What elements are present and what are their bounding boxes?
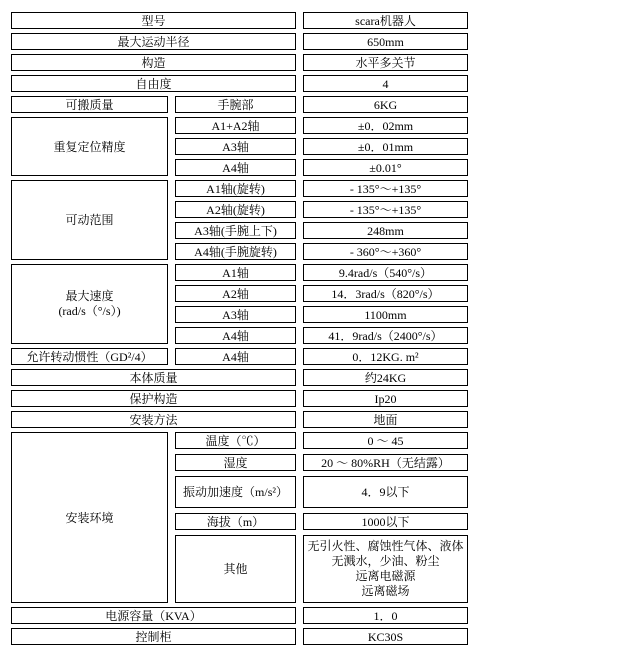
table-row (175, 264, 468, 281)
spec-table (11, 12, 629, 645)
structure-value: 水平多关节 (303, 54, 468, 71)
max-speed-label (11, 264, 168, 344)
table-row (175, 327, 468, 344)
band-motion-range (11, 180, 629, 260)
band-body-weight (11, 369, 629, 386)
model-value: scara机器人 (303, 12, 468, 29)
table-row (175, 138, 468, 155)
table-row (175, 243, 468, 260)
axis-value: ±0．02mm (303, 117, 468, 134)
band-power-capacity (11, 607, 629, 624)
axis-value: - 135°〜+135° (303, 201, 468, 218)
env-altitude-label: 海拔（m） (175, 513, 296, 530)
env-temperature-value: 0 〜 45 (303, 432, 468, 449)
power-capacity-label: 电源容量（KVA） (11, 607, 296, 624)
max-speed-label-line1: 最大速度 (65, 289, 114, 303)
axis-label: A4轴 (175, 159, 296, 176)
max-radius-label: 最大运动半径 (11, 33, 296, 50)
band-model (11, 12, 629, 29)
controller-label: 控制柜 (11, 628, 296, 645)
motion-range-rows (175, 180, 468, 260)
env-vibration-value: 4．9以下 (303, 476, 468, 508)
env-other-line: 无引火性、腐蚀性气体、液体 (307, 539, 464, 553)
axis-label: A1轴(旋转) (175, 180, 296, 197)
env-other-label: 其他 (175, 535, 296, 603)
axis-label: A4轴 (175, 327, 296, 344)
axis-value: - 360°〜+360° (303, 243, 468, 260)
payload-value: 6KG (303, 96, 468, 113)
env-temperature-label: 温度（℃） (175, 432, 296, 449)
axis-value: 41．9rad/s（2400°/s） (303, 327, 468, 344)
band-environment (11, 432, 629, 603)
dof-value: 4 (303, 75, 468, 92)
axis-value: 9.4rad/s（540°/s） (303, 264, 468, 281)
axis-value: 1100mm (303, 306, 468, 323)
power-capacity-value: 1．0 (303, 607, 468, 624)
env-other-line: 远离磁场 (361, 584, 410, 598)
structure-label: 构造 (11, 54, 296, 71)
band-repeatability (11, 117, 629, 176)
env-other-line: 无溅水，少油、粉尘 (331, 554, 440, 568)
repeatability-rows (175, 117, 468, 176)
body-weight-value: 约24KG (303, 369, 468, 386)
env-humidity-label: 湿度 (175, 454, 296, 471)
table-row (175, 180, 468, 197)
payload-label: 可搬质量 (11, 96, 168, 113)
axis-value: - 135°〜+135° (303, 180, 468, 197)
environment-rows (175, 432, 468, 603)
band-protection (11, 390, 629, 407)
table-row (175, 285, 468, 302)
band-max-speed (11, 264, 629, 344)
table-row (175, 201, 468, 218)
body-weight-label: 本体质量 (11, 369, 296, 386)
band-controller (11, 628, 629, 645)
table-row (175, 117, 468, 134)
inertia-label: 允许转动惯性（GD²/4） (11, 348, 168, 365)
band-max-motion-radius (11, 33, 629, 50)
protection-value: Ip20 (303, 390, 468, 407)
axis-label: A2轴 (175, 285, 296, 302)
axis-value: ±0.01° (303, 159, 468, 176)
axis-label: A4轴(手腕旋转) (175, 243, 296, 260)
mounting-value: 地面 (303, 411, 468, 428)
axis-value: 248mm (303, 222, 468, 239)
protection-label: 保护构造 (11, 390, 296, 407)
controller-value: KC30S (303, 628, 468, 645)
table-row (175, 222, 468, 239)
payload-sub-label: 手腕部 (175, 96, 296, 113)
environment-label: 安装环境 (11, 432, 168, 603)
inertia-value: 0．12KG. m² (303, 348, 468, 365)
axis-value: 14．3rad/s（820°/s） (303, 285, 468, 302)
band-mounting (11, 411, 629, 428)
table-row (175, 476, 468, 508)
env-altitude-value: 1000以下 (303, 513, 468, 530)
table-row (175, 306, 468, 323)
band-payload (11, 96, 629, 113)
mounting-label: 安装方法 (11, 411, 296, 428)
table-row (175, 432, 468, 449)
band-inertia (11, 348, 629, 365)
table-row (175, 513, 468, 530)
max-speed-rows (175, 264, 468, 344)
motion-range-label: 可动范围 (11, 180, 168, 260)
axis-value: ±0．01mm (303, 138, 468, 155)
model-label: 型号 (11, 12, 296, 29)
table-row (175, 535, 468, 603)
max-radius-value: 650mm (303, 33, 468, 50)
repeatability-label: 重复定位精度 (11, 117, 168, 176)
max-speed-label-line2: (rad/s（°/s）) (58, 304, 121, 318)
env-vibration-label: 振动加速度（m/s²） (175, 476, 296, 508)
axis-label: A3轴 (175, 306, 296, 323)
axis-label: A3轴 (175, 138, 296, 155)
env-other-line: 远离电磁源 (355, 569, 416, 583)
axis-label: A1+A2轴 (175, 117, 296, 134)
table-row (175, 159, 468, 176)
axis-label: A2轴(旋转) (175, 201, 296, 218)
axis-label: A3轴(手腕上下) (175, 222, 296, 239)
band-structure (11, 54, 629, 71)
dof-label: 自由度 (11, 75, 296, 92)
inertia-sub-label: A4轴 (175, 348, 296, 365)
env-humidity-value: 20 〜 80%RH（无结露） (303, 454, 468, 471)
band-dof (11, 75, 629, 92)
env-other-value (303, 535, 468, 603)
table-row (175, 454, 468, 471)
axis-label: A1轴 (175, 264, 296, 281)
